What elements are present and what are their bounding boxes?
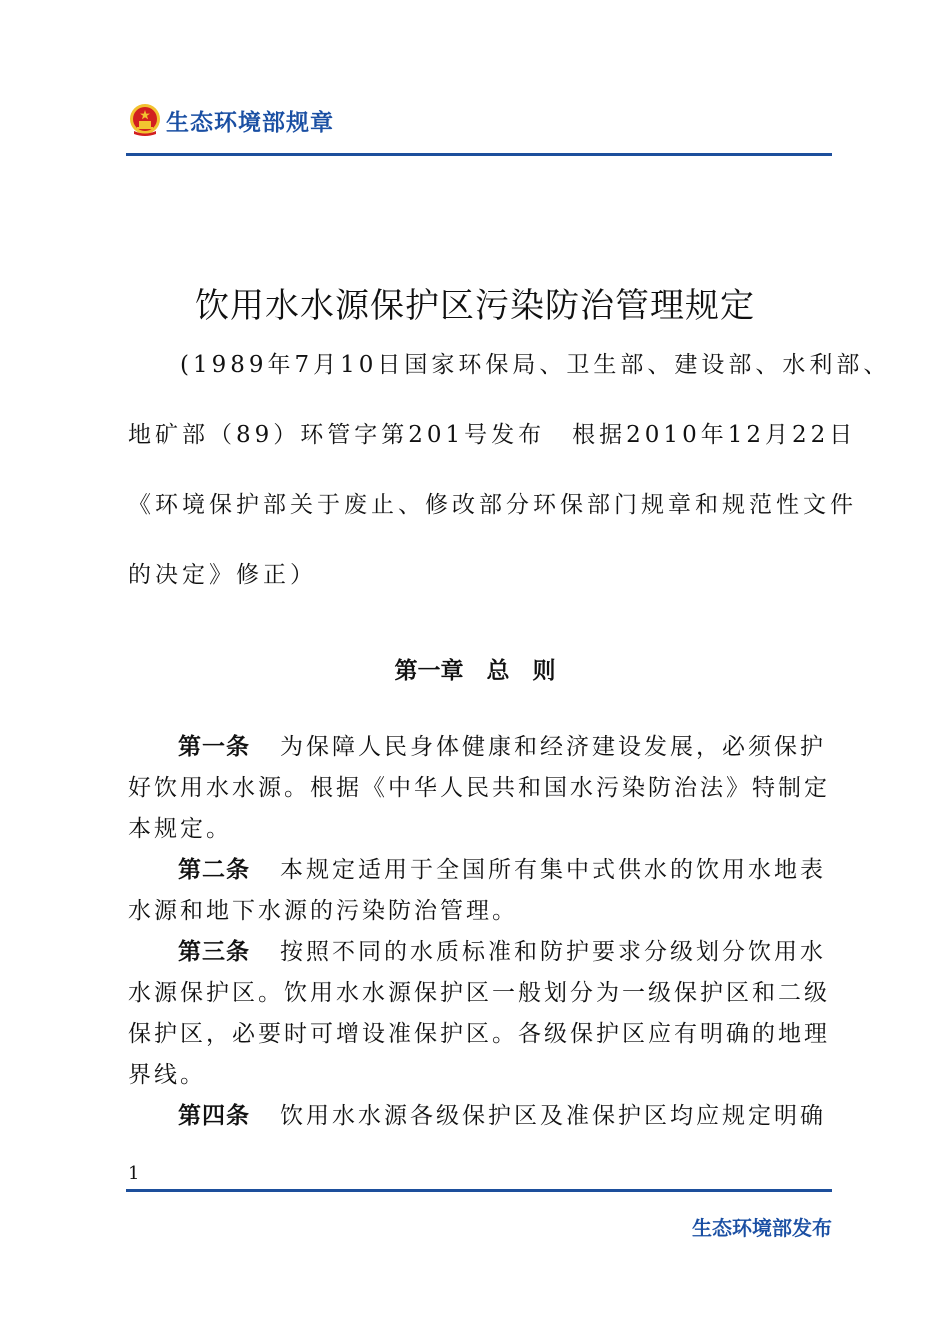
article-text: 本规定适用于全国所有集中式供水的饮用水地表 <box>280 857 826 883</box>
article-text: 饮用水水源各级保护区及准保护区均应规定明确 <box>280 1103 826 1129</box>
issuance-note-line: 的决定》修正） <box>128 562 317 588</box>
article-line: 保护区，必要时可增设准保护区。各级保护区应有明确的地理 <box>128 1021 830 1047</box>
footer-publisher: 生态环境部发布 <box>692 1216 832 1240</box>
article-line <box>128 937 826 967</box>
article-line <box>128 732 826 762</box>
article-line: 好饮用水水源。根据《中华人民共和国水污染防治法》特制定 <box>128 775 830 801</box>
article-line: 界线。 <box>128 1062 206 1088</box>
chapter-heading: 第一章 总 则 <box>394 658 556 684</box>
article-label: 第二条 <box>178 857 250 883</box>
issuance-note-line: (1989年7月10日国家环保局、卫生部、建设部、水利部、 <box>180 352 891 378</box>
footer-rule <box>126 1189 832 1192</box>
article-text: 按照不同的水质标准和防护要求分级划分饮用水 <box>280 939 826 965</box>
header-rule <box>126 153 832 156</box>
national-emblem-icon <box>128 103 162 137</box>
article-line: 水源保护区。饮用水水源保护区一般划分为一级保护区和二级 <box>128 980 830 1006</box>
document-title: 饮用水水源保护区污染防治管理规定 <box>195 286 755 326</box>
article-label: 第四条 <box>178 1103 250 1129</box>
article-line: 本规定。 <box>128 816 232 842</box>
article-label: 第三条 <box>178 939 250 965</box>
issuance-note-line: 地矿部（89）环管字第201号发布 根据2010年12月22日 <box>128 422 857 448</box>
page-header <box>128 98 334 142</box>
page-number: 1 <box>128 1163 140 1184</box>
article-line: 水源和地下水源的污染防治管理。 <box>128 898 518 924</box>
article-text: 为保障人民身体健康和经济建设发展，必须保护 <box>280 734 826 760</box>
article-label: 第一条 <box>178 734 250 760</box>
article-line <box>128 855 826 885</box>
article-line <box>128 1101 826 1131</box>
header-title: 生态环境部规章 <box>166 109 334 136</box>
issuance-note-line: 《环境保护部关于废止、修改部分环保部门规章和规范性文件 <box>128 492 857 518</box>
